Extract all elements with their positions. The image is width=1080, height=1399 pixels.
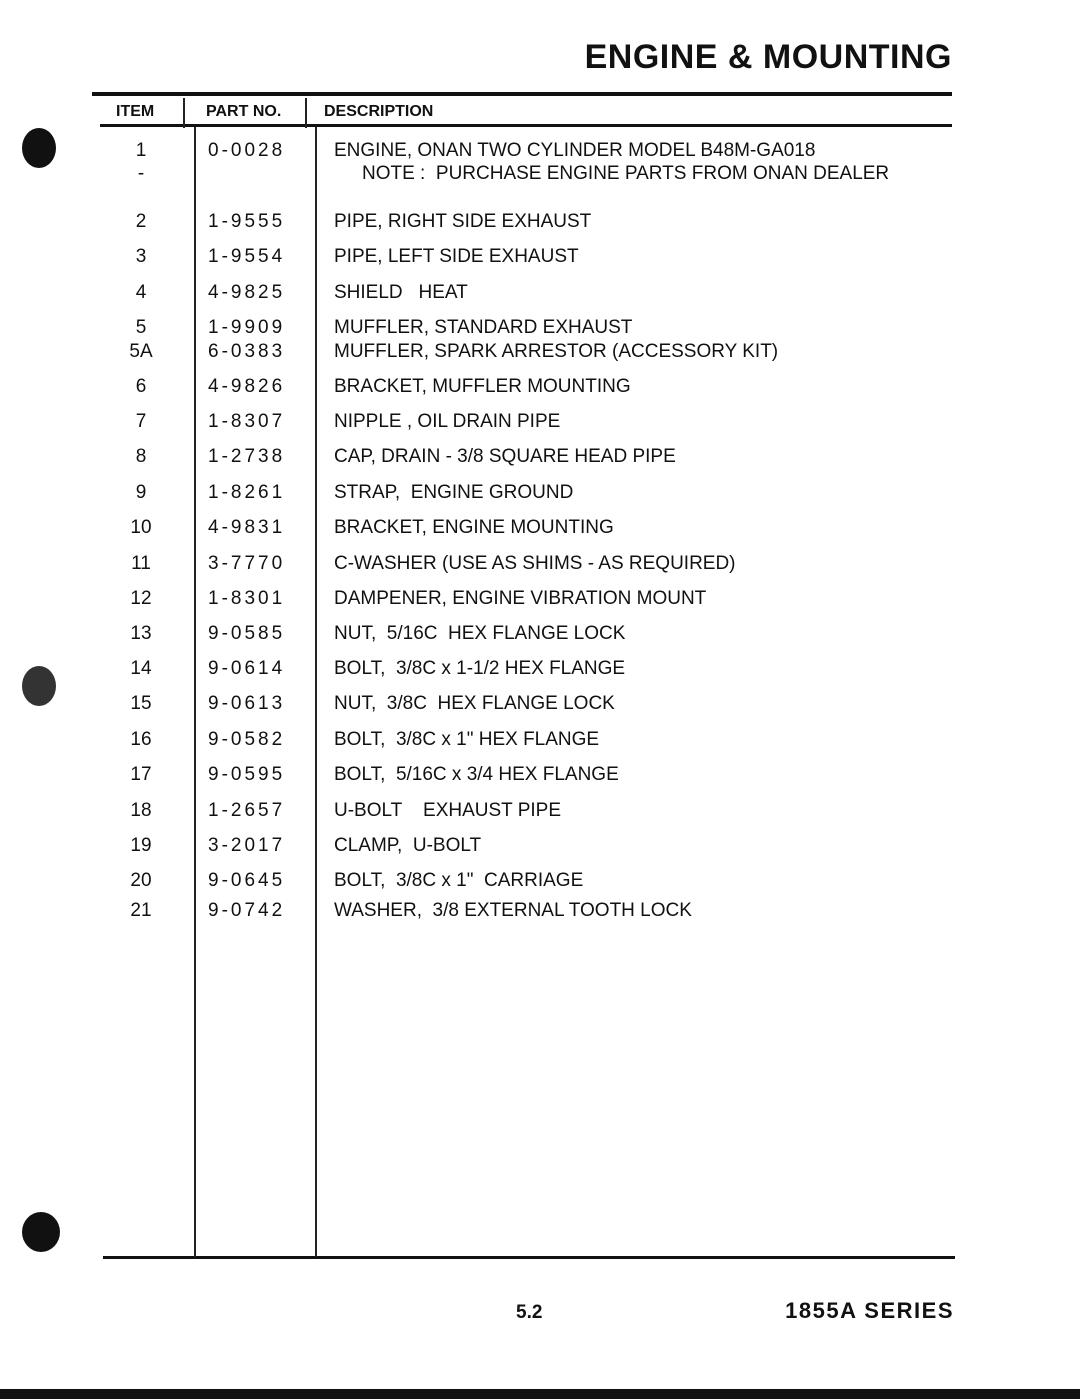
part-number: 1-8301	[208, 588, 286, 609]
item-number: 20	[130, 870, 152, 891]
part-number: 9-0613	[208, 693, 286, 714]
part-description: NIPPLE , OIL DRAIN PIPE	[334, 411, 561, 432]
part-number: 3-2017	[208, 835, 286, 856]
table-bottom-rule	[103, 1256, 955, 1259]
part-description: STRAP, ENGINE GROUND	[334, 482, 574, 503]
item-number: -	[137, 163, 145, 184]
table-row	[0, 163, 1080, 187]
part-description: ENGINE, ONAN TWO CYLINDER MODEL B48M-GA018	[334, 140, 816, 161]
part-number: 1-9555	[208, 211, 286, 232]
item-number: 11	[131, 553, 151, 574]
table-row	[0, 140, 1080, 164]
item-number: 13	[130, 623, 152, 644]
part-description: WASHER, 3/8 EXTERNAL TOOTH LOCK	[334, 900, 692, 921]
column-divider	[183, 98, 185, 128]
item-number: 6	[135, 376, 147, 397]
table-header-rule	[100, 124, 952, 127]
table-row	[0, 376, 1080, 400]
part-description: CAP, DRAIN - 3/8 SQUARE HEAD PIPE	[334, 446, 676, 467]
table-row	[0, 282, 1080, 306]
part-description: PIPE, RIGHT SIDE EXHAUST	[334, 211, 592, 232]
table-row	[0, 658, 1080, 682]
column-header-description: DESCRIPTION	[324, 103, 434, 120]
table-row	[0, 800, 1080, 824]
part-number: 9-0585	[208, 623, 286, 644]
part-description: SHIELD HEAT	[334, 282, 468, 303]
part-description: BOLT, 3/8C x 1" CARRIAGE	[334, 870, 584, 891]
item-number: 14	[130, 658, 152, 679]
table-row	[0, 553, 1080, 577]
part-description: U-BOLT EXHAUST PIPE	[334, 800, 562, 821]
page-number: 5.2	[516, 1302, 543, 1323]
table-row	[0, 764, 1080, 788]
table-row	[0, 482, 1080, 506]
part-number: 3-7770	[208, 553, 286, 574]
column-header-item: ITEM	[116, 103, 155, 120]
part-number: 4-9826	[208, 376, 286, 397]
part-number: 1-9909	[208, 317, 286, 338]
table-row	[0, 317, 1080, 341]
part-description: BOLT, 5/16C x 3/4 HEX FLANGE	[334, 764, 619, 785]
part-number: 9-0614	[208, 658, 286, 679]
table-row	[0, 900, 1080, 924]
table-row	[0, 588, 1080, 612]
part-number: 1-2738	[208, 446, 286, 467]
table-row	[0, 517, 1080, 541]
part-description: C-WASHER (USE AS SHIMS - AS REQUIRED)	[334, 553, 736, 574]
item-number: 9	[135, 482, 147, 503]
part-description: MUFFLER, STANDARD EXHAUST	[334, 317, 633, 338]
table-row	[0, 835, 1080, 859]
item-number: 2	[135, 211, 147, 232]
part-description: BOLT, 3/8C x 1-1/2 HEX FLANGE	[334, 658, 626, 679]
table-top-rule	[92, 92, 952, 96]
item-number: 4	[135, 282, 147, 303]
part-description: NUT, 5/16C HEX FLANGE LOCK	[334, 623, 626, 644]
part-number: 0-0028	[208, 140, 286, 161]
table-row	[0, 870, 1080, 894]
item-number: 19	[130, 835, 152, 856]
item-number: 10	[130, 517, 152, 538]
item-number: 15	[130, 693, 152, 714]
binder-hole	[22, 1212, 60, 1252]
column-header-part-no: PART NO.	[206, 103, 282, 120]
item-number: 1	[135, 140, 147, 161]
part-number: 1-2657	[208, 800, 286, 821]
table-row	[0, 729, 1080, 753]
part-description: PIPE, LEFT SIDE EXHAUST	[334, 246, 579, 267]
part-number: 1-9554	[208, 246, 286, 267]
part-description: BRACKET, MUFFLER MOUNTING	[334, 376, 631, 397]
item-number: 3	[135, 246, 147, 267]
part-description: DAMPENER, ENGINE VIBRATION MOUNT	[334, 588, 707, 609]
item-number: 16	[130, 729, 152, 750]
table-row	[0, 446, 1080, 470]
column-divider	[305, 98, 307, 128]
part-number: 1-8261	[208, 482, 286, 503]
part-description: NUT, 3/8C HEX FLANGE LOCK	[334, 693, 615, 714]
part-description: CLAMP, U-BOLT	[334, 835, 482, 856]
series-label: 1855A SERIES	[785, 1298, 954, 1323]
part-description: MUFFLER, SPARK ARRESTOR (ACCESSORY KIT)	[334, 341, 779, 362]
part-number: 9-0582	[208, 729, 286, 750]
part-description: BRACKET, ENGINE MOUNTING	[334, 517, 614, 538]
table-row	[0, 211, 1080, 235]
item-number: 8	[135, 446, 147, 467]
item-number: 5	[135, 317, 147, 338]
item-number: 18	[130, 800, 152, 821]
part-description: NOTE : PURCHASE ENGINE PARTS FROM ONAN DEALER	[362, 163, 890, 184]
item-number: 7	[135, 411, 147, 432]
part-number: 1-8307	[208, 411, 286, 432]
part-number: 9-0645	[208, 870, 286, 891]
scan-edge-band	[0, 1389, 1080, 1399]
page-title: ENGINE & MOUNTING	[584, 38, 952, 76]
part-number: 9-0742	[208, 900, 286, 921]
item-number: 5A	[129, 341, 153, 362]
part-number: 9-0595	[208, 764, 286, 785]
part-number: 4-9831	[208, 517, 286, 538]
table-row	[0, 246, 1080, 270]
table-row	[0, 411, 1080, 435]
table-row	[0, 693, 1080, 717]
table-row	[0, 341, 1080, 365]
item-number: 12	[130, 588, 152, 609]
table-row	[0, 623, 1080, 647]
item-number: 21	[130, 900, 152, 921]
item-number: 17	[130, 764, 152, 785]
part-number: 4-9825	[208, 282, 286, 303]
part-description: BOLT, 3/8C x 1" HEX FLANGE	[334, 729, 600, 750]
part-number: 6-0383	[208, 341, 286, 362]
